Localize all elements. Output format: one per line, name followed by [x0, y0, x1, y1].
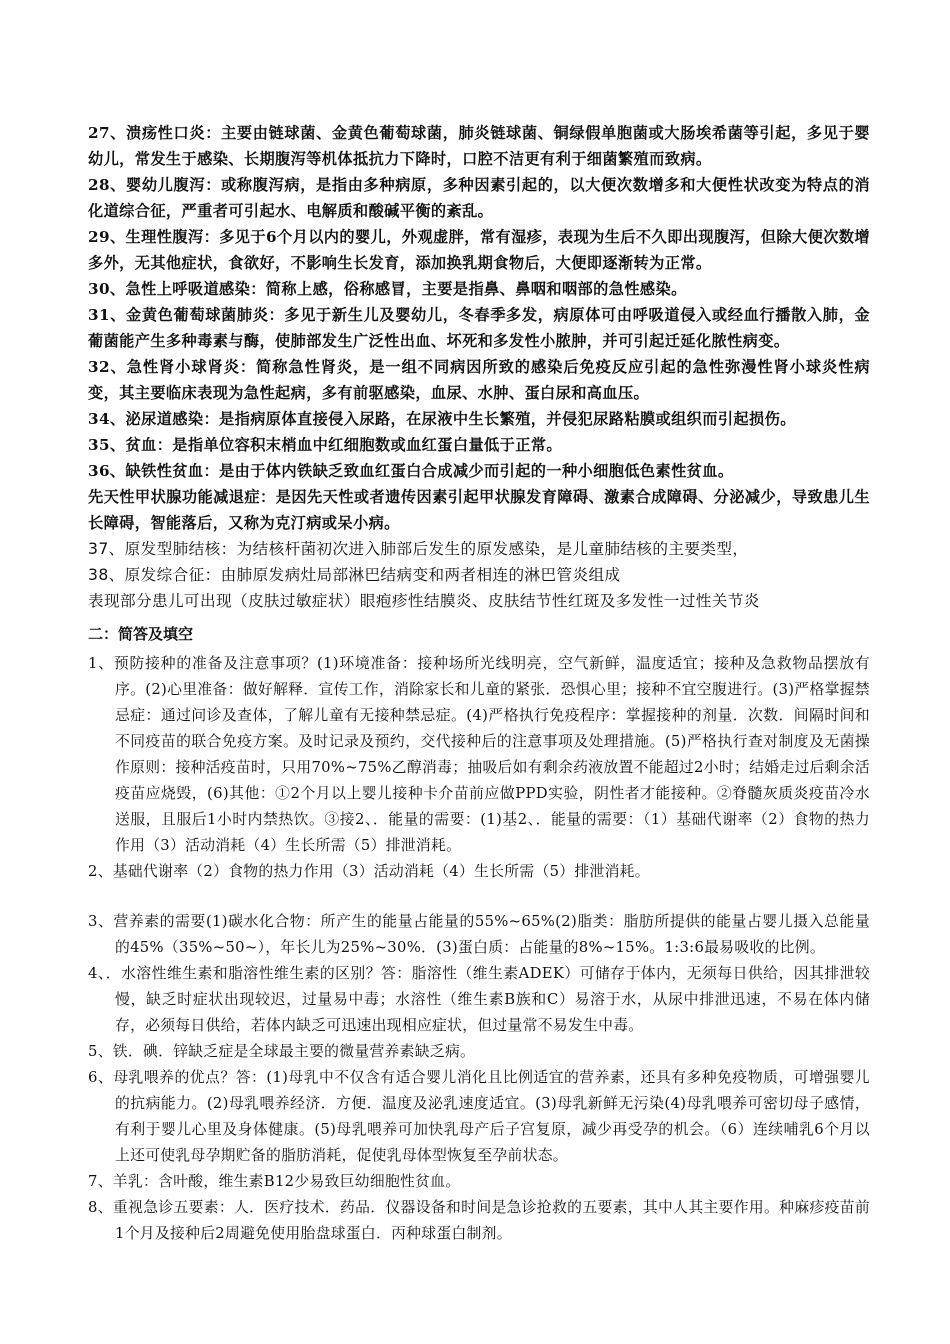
definitions-section: [88, 120, 870, 614]
answer-item-7: 7、羊乳：含叶酸，维生素B12少易致巨幼细胞性贫血。: [88, 1173, 461, 1190]
definition-38-note: 表现部分患儿可出现（皮肤过敏症状）眼疱疹性结膜炎、皮肤结节性红斑及多发性一过性关节炎: [88, 592, 760, 610]
answer-item-2: 2、基础代谢率（2）食物的热力作用（3）活动消耗（4）生长所需（5）排泄消耗。: [88, 863, 650, 880]
answer-item-1: 1、预防接种的准备及注意事项？(1)环境准备：接种场所光线明亮，空气新鲜，温度适宜；接种及急救物品摆放有序。(2)心里准备：做好解释．宣传工作，消除家长和儿童的紧张．恐惧心里；接种不宜空腹进行。(3)严格掌握禁忌症：通过问诊及查体，了解儿童有无接种禁忌症。(4)严格执行免疫程序：掌握接种的剂量．次数．间隔时间和不同疫苗的联合免疫方案。及时记录及预约，交代接种后的注意事项及处理措施。(5)严格执行查对制度及无菌操作原则：接种活疫苗时，只用70%~75%乙醇消毒；抽吸后如有剩余药液放置不能超过2小时；结婚走过后剩余活疫苗应烧毁，(6)其他：①2个月以上婴儿接种卡介苗前应做PPD实验，阴性者才能接种。②脊髓灰质炎疫苗冷水送服，且服后1小时内禁热饮。③接2、．能量的需要：(1)基2、．能量的需要：（1）基础代谢率（2）食物的热力作用（3）活动消耗（4）生长所需（5）排泄消耗。: [88, 655, 870, 854]
definition-31: 31、金黄色葡萄球菌肺炎：多见于新生儿及婴幼儿，冬春季多发，病原体可由呼吸道侵入或经血行播散入肺，金葡菌能产生多种毒素与酶，使肺部发生广泛性出血、坏死和多发性小脓肿，并可引起迁延化脓性病变。: [88, 306, 870, 350]
definition-36: 36、缺铁性贫血：是由于体内铁缺乏致血红蛋白合成减少而引起的一种小细胞低色素性贫血。: [88, 462, 734, 480]
answer-item-5: 5、铁．碘．锌缺乏症是全球最主要的微量营养素缺乏病。: [88, 1043, 476, 1060]
definition-32: 32、急性肾小球肾炎：简称急性肾炎，是一组不同病因所致的感染后免疫反应引起的急性弥漫性肾小球炎性病变，其主要临床表现为急性起病，多有前驱感染，血尿、水肿、蛋白尿和高血压。: [88, 358, 870, 402]
answer-item-6: 6、母乳喂养的优点？答：(1)母乳中不仅含有适合婴儿消化且比例适宜的营养素，还具有多种免疫物质，可增强婴儿的抗病能力。(2)母乳喂养经济．方便．温度及泌乳速度适宜。(3)母乳新鲜无污染(4)母乳喂养可密切母子感情，有利于婴儿心里及身体健康。(5)母乳喂养可加快乳母产后子宫复原，减少再受孕的机会。（6）连续哺乳6个月以上还可使乳母孕期贮备的脂肪消耗，促使乳母体型恢复至孕前状态。: [88, 1069, 870, 1164]
definition-29: 29、生理性腹泻：多见于6个月以内的婴儿，外观虚胖，常有湿疹，表现为生后不久即出现腹泻，但除大便次数增多外，无其他症状，食欲好，不影响生长发育，添加换乳期食物后，大便即逐渐转为正常。: [88, 228, 870, 272]
definition-congenital-hypothyroidism: 先天性甲状腺功能减退症：是因先天性或者遗传因素引起甲状腺发育障碍、激素合成障碍、分泌减少，导致患儿生长障碍，智能落后，又称为克汀病或呆小病。: [88, 488, 870, 532]
spacer: [88, 885, 870, 909]
answer-item-3: 3、营养素的需要(1)碳水化合物：所产生的能量占能量的55%~65%(2)脂类：脂肪所提供的能量占婴儿摄入总能量的45%（35%~50~），年长儿为25%~30%．(3)蛋白质：占能量的8%~15%。1:3:6最易吸收的比例。: [88, 913, 870, 956]
definition-30: 30、急性上呼吸道感染：简称上感，俗称感冒，主要是指鼻、鼻咽和咽部的急性感染。: [88, 280, 687, 298]
definition-37: 37、原发型肺结核：为结核杆菌初次进入肺部后发生的原发感染，是儿童肺结核的主要类型，: [88, 540, 749, 558]
definition-35: 35、贫血：是指单位容积末梢血中红细胞数或血红蛋白量低于正常。: [88, 436, 562, 454]
short-answer-section: [88, 651, 870, 1247]
section-heading: 二：简答及填空: [88, 625, 194, 643]
definition-27: 27、溃疡性口炎：主要由链球菌、金黄色葡萄球菌，肺炎链球菌、铜绿假单胞菌或大肠埃希菌等引起，多见于婴幼儿，常发生于感染、长期腹泻等机体抵抗力下降时，口腔不洁更有利于细菌繁殖而致病。: [88, 124, 870, 168]
definition-38: 38、原发综合征：由肺原发病灶局部淋巴结病变和两者相连的淋巴管炎组成: [88, 566, 621, 584]
definition-34: 34、泌尿道感染：是指病原体直接侵入尿路，在尿液中生长繁殖，并侵犯尿路粘膜或组织而引起损伤。: [88, 410, 796, 428]
answer-item-4: 4、．水溶性维生素和脂溶性维生素的区别？答：脂溶性（维生素ADEK）可储存于体内，无须每日供给，因其排泄较慢，缺乏时症状出现较迟，过量易中毒；水溶性（维生素B族和C）易溶于水，从尿中排泄迅速，不易在体内储存，必须每日供给，若体内缺乏可迅速出现相应症状，但过量常不易发生中毒。: [88, 965, 870, 1034]
definition-28: 28、婴幼儿腹泻：或称腹泻病，是指由多种病原，多种因素引起的，以大便次数增多和大便性状改变为特点的消化道综合征，严重者可引起水、电解质和酸碱平衡的紊乱。: [88, 176, 870, 220]
answer-item-8: 8、重视急诊五要素：人．医疗技术．药品．仪器设备和时间是急诊抢救的五要素，其中人其主要作用。种麻疹疫苗前1个月及接种后2周避免使用胎盘球蛋白．丙种球蛋白制剂。: [88, 1199, 870, 1242]
